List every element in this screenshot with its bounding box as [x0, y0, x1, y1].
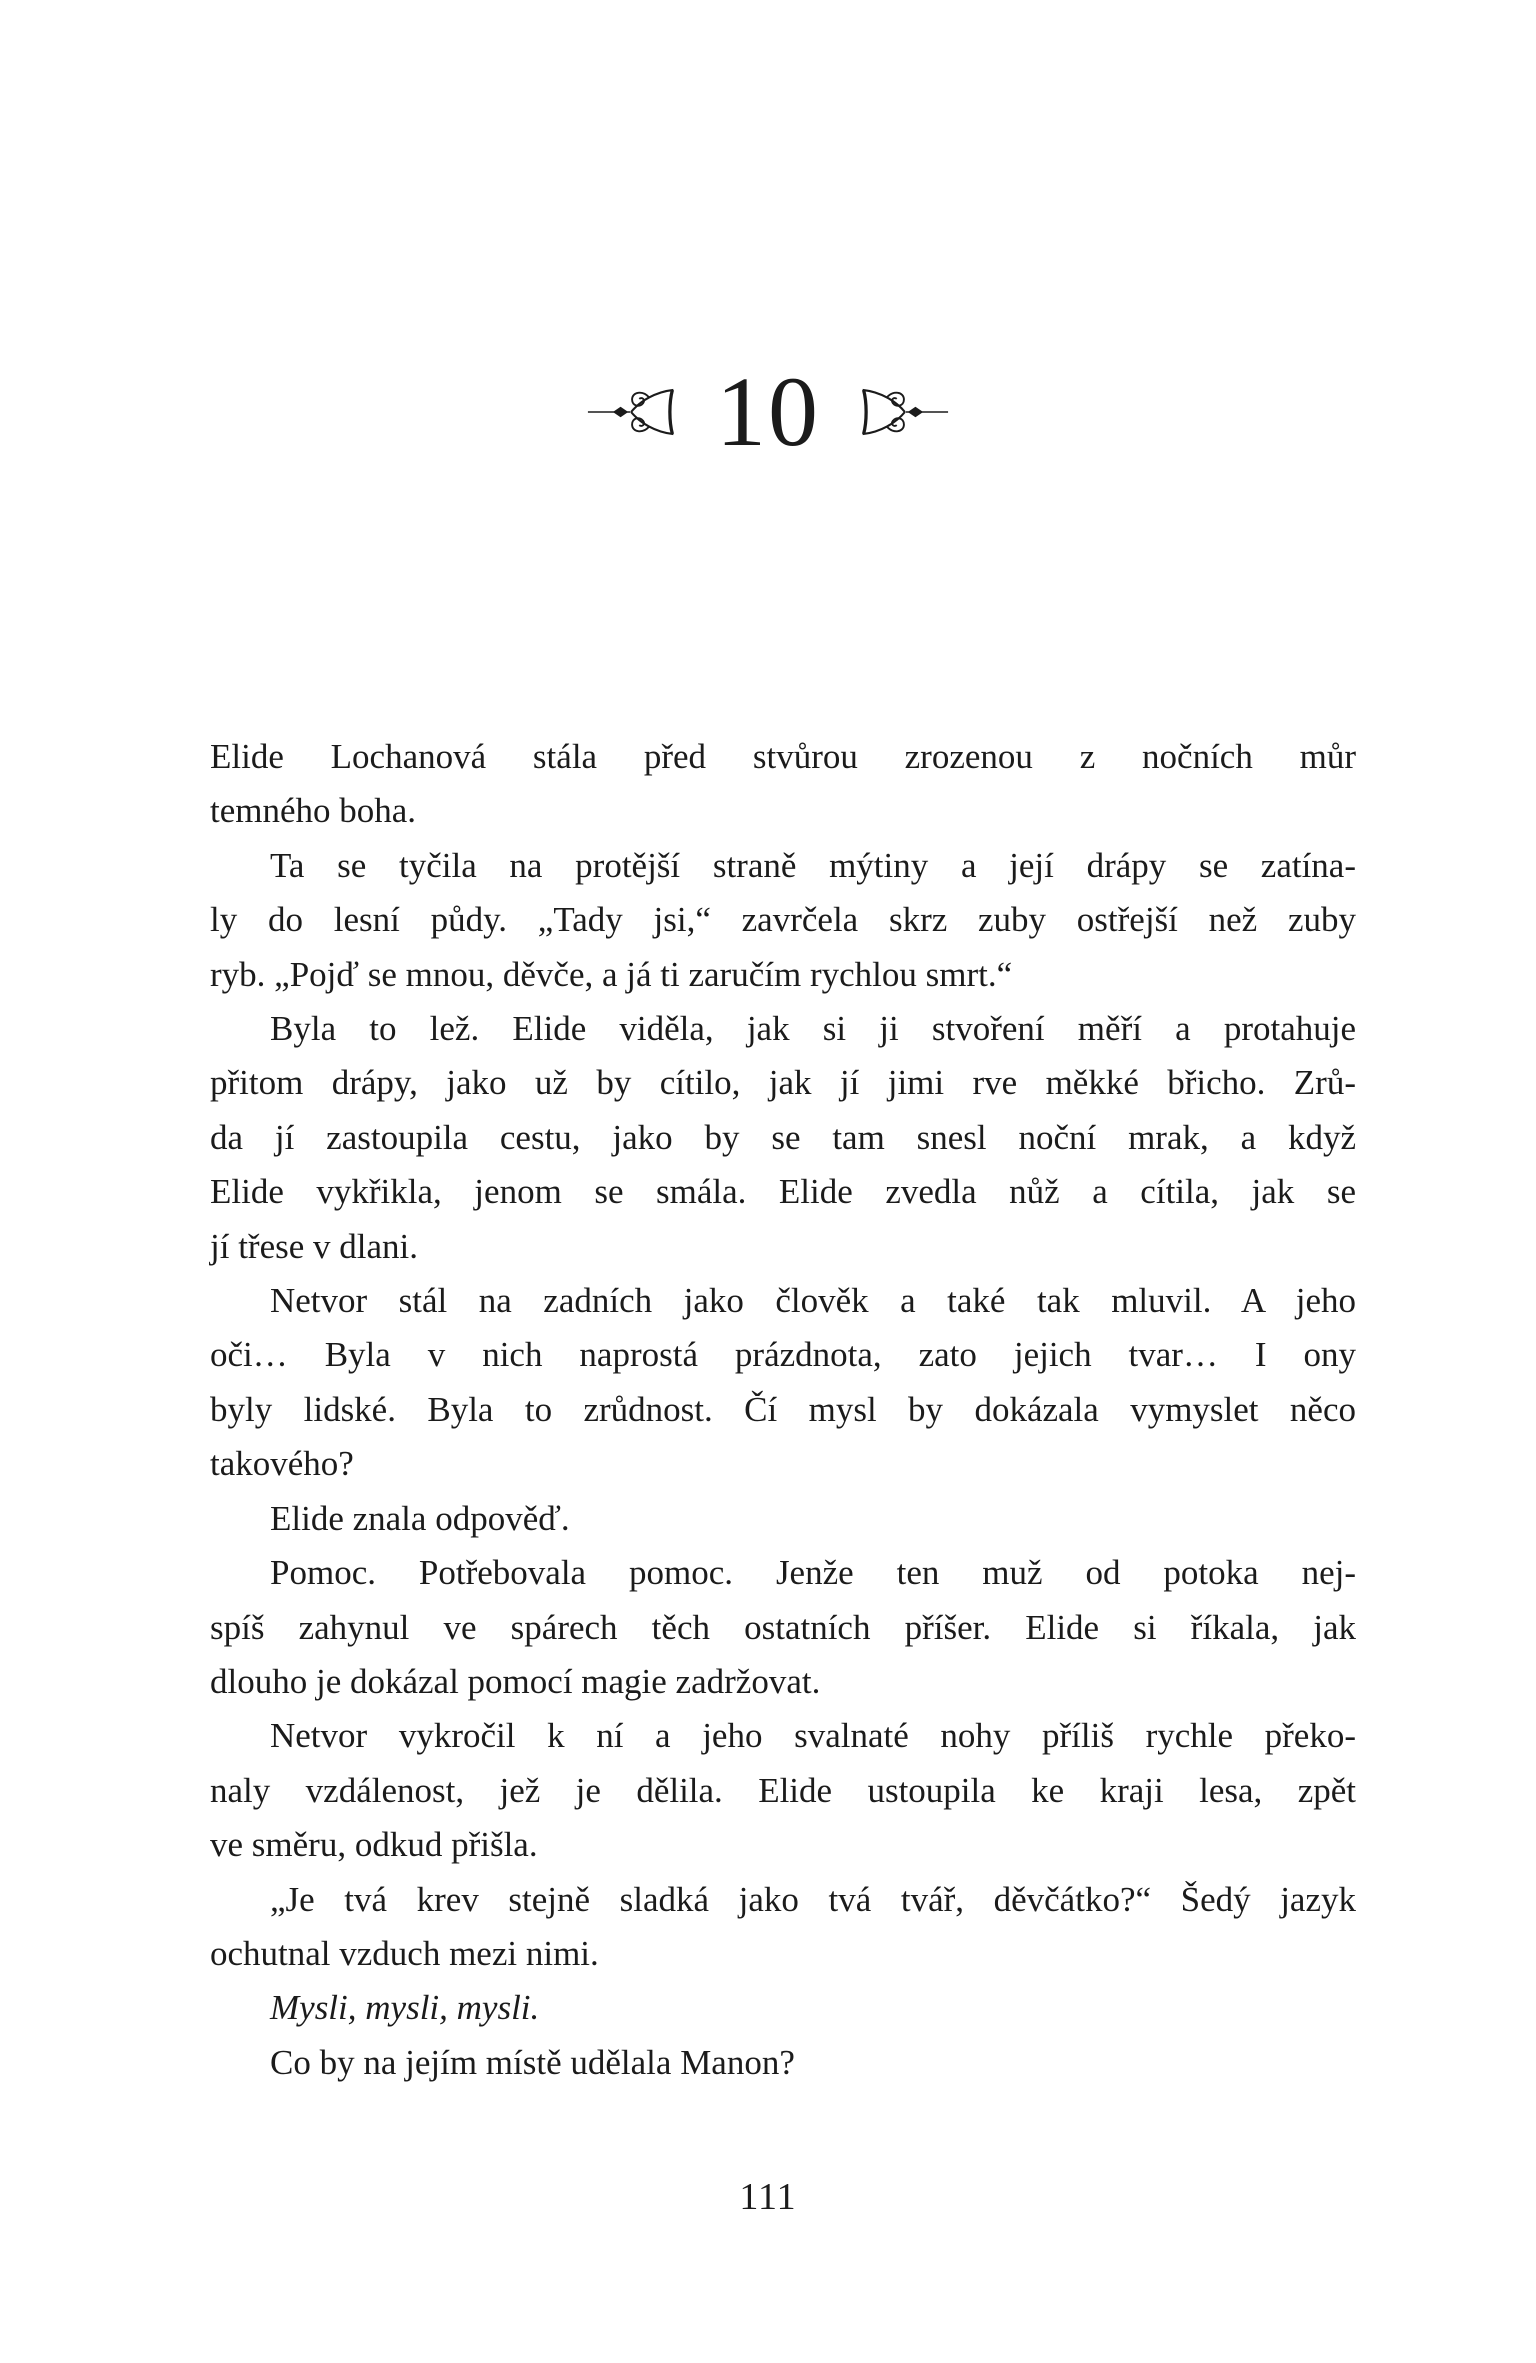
text-line: jí třese v dlani.: [210, 1226, 419, 1266]
paragraph: [210, 730, 1356, 839]
text-line: Pomoc. Potřebovala pomoc. Jenže ten muž od potoka nej-: [270, 1553, 1356, 1593]
chapter-header: [0, 352, 1536, 472]
text-line: temného boha.: [210, 791, 417, 831]
paragraph: [210, 1981, 1356, 2035]
text-line: naly vzdálenost, jež je dělila. Elide ustoupila ke kraji lesa, zpět: [210, 1770, 1356, 1810]
text-line: Elide Lochanová stála před stvůrou zrozenou z nočních můr: [210, 737, 1356, 776]
text-block: [210, 730, 1356, 2090]
text-line: ly do lesní půdy. „Tady jsi,“ zavrčela skrz zuby ostřejší než zuby: [210, 900, 1356, 940]
page-number: 111: [739, 2176, 797, 2218]
paragraph: [210, 1492, 1356, 1546]
text-line: „Je tvá krev stejně sladká jako tvá tvář, děvčátko?“ Šedý jazyk: [270, 1879, 1356, 1919]
text-line: da jí zastoupila cestu, jako by se tam snesl noční mrak, a když: [210, 1117, 1356, 1157]
paragraph: [210, 1873, 1356, 1982]
text-line: Ta se tyčila na protější straně mýtiny a její drápy se zatína-: [270, 845, 1356, 885]
paragraph: [210, 1546, 1356, 1709]
fleuron-arrow-left-icon: [586, 383, 682, 441]
text-line: oči… Byla v nich naprostá prázdnota, zato jejich tvar… I ony: [210, 1335, 1356, 1375]
paragraph: [210, 1709, 1356, 1872]
paragraph: [210, 2036, 1356, 2090]
page-footer: [0, 2178, 1536, 2216]
text-line: Netvor stál na zadních jako člověk a také tak mluvil. A jeho: [270, 1281, 1356, 1321]
fleuron-arrow-right-icon: [854, 383, 950, 441]
chapter-number: 10: [716, 356, 820, 467]
text-line: spíš zahynul ve spárech těch ostatních příšer. Elide si říkala, jak: [210, 1607, 1356, 1647]
text-line: Elide vykřikla, jenom se smála. Elide zvedla nůž a cítila, jak se: [210, 1172, 1356, 1212]
text-line: Byla to lež. Elide viděla, jak si ji stvoření měří a protahuje: [270, 1009, 1356, 1049]
text-line: Netvor vykročil k ní a jeho svalnaté nohy příliš rychle překo-: [270, 1716, 1356, 1756]
text-line: ryb. „Pojď se mnou, děvče, a já ti zaručím rychlou smrt.“: [210, 954, 1013, 994]
text-line: dlouho je dokázal pomocí magie zadržovat.: [210, 1661, 821, 1701]
paragraph: [210, 1274, 1356, 1492]
text-line: Co by na jejím místě udělala Manon?: [270, 2042, 795, 2082]
text-line: byly lidské. Byla to zrůdnost. Čí mysl by dokázala vymyslet něco: [210, 1389, 1356, 1429]
paragraph: [210, 839, 1356, 1002]
paragraph: [210, 1002, 1356, 1274]
text-line: ve směru, odkud přišla.: [210, 1825, 538, 1865]
text-line: takového?: [210, 1444, 354, 1484]
text-line: ochutnal vzduch mezi nimi.: [210, 1933, 599, 1973]
text-line: Mysli, mysli, mysli.: [270, 1988, 540, 2028]
text-line: Elide znala odpověď.: [270, 1498, 570, 1538]
text-line: přitom drápy, jako už by cítilo, jak jí jimi rve měkké břicho. Zrů-: [210, 1063, 1356, 1103]
